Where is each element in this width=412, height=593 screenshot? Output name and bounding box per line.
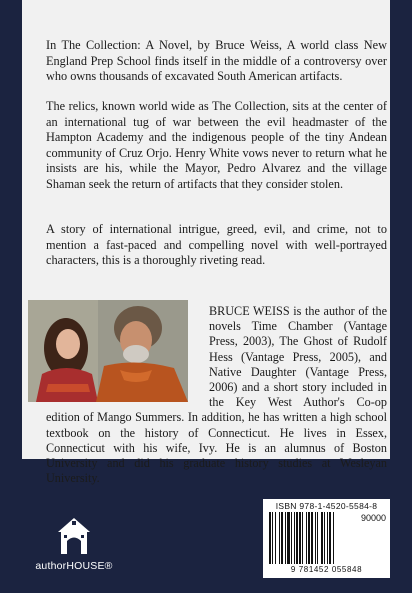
barcode-bars xyxy=(269,512,355,564)
isbn-barcode xyxy=(263,499,390,578)
synopsis-paragraph-3: A story of international intrigue, greed, evil, and crime, not to mention a fast-paced and compelling novel with well-portrayed characters, this is a thoroughly riveting read. xyxy=(46,222,387,267)
author-bio xyxy=(46,304,387,486)
author-bio-text: BRUCE WEISS is the author of the novels Time Chamber (Vantage Press, 2003), The Ghost of Rudolf Hess (Vantage Press, 2005), and Native Daughter (Vantage Press, 2006) and a short story included in the Key West Author's Co-op edition of Mango Summers. In addition, he has written a high school textbook on the history of Connecticut. He lives in Essex, Connecticut with his wife, Ivy. He is an alumnus of Boston University and did his graduate history studies at Wesleyan University. xyxy=(46,304,387,486)
synopsis-paragraph-1: In The Collection: A Novel, by Bruce Weiss, A world class New England Prep School finds itself in the middle of a controversy over who owns thousands of excavated South American artifacts. xyxy=(46,38,387,83)
synopsis-paragraph-2: The relics, known world wide as The Collection, sits at the center of an international tug of war between the evil headmaster of the Hampton Academy and the indigenous people of the tiny Andean community of Cruz Orjo. Henry White vows never to return what he insists are his, while the Mayor, Pedro Alvarez and the village Shaman seek the return of artifacts that they consider stolen. xyxy=(46,99,387,191)
barcode-digits: 9 781452 055848 xyxy=(290,565,363,574)
publisher-name: authorHOUSE® xyxy=(35,560,113,572)
back-cover-text-panel xyxy=(22,0,390,486)
publisher-logo xyxy=(34,510,114,580)
house-icon xyxy=(34,510,114,558)
isbn-label: ISBN 978-1-4520-5584-8 xyxy=(275,501,378,511)
price-code: 90000 xyxy=(360,513,386,523)
